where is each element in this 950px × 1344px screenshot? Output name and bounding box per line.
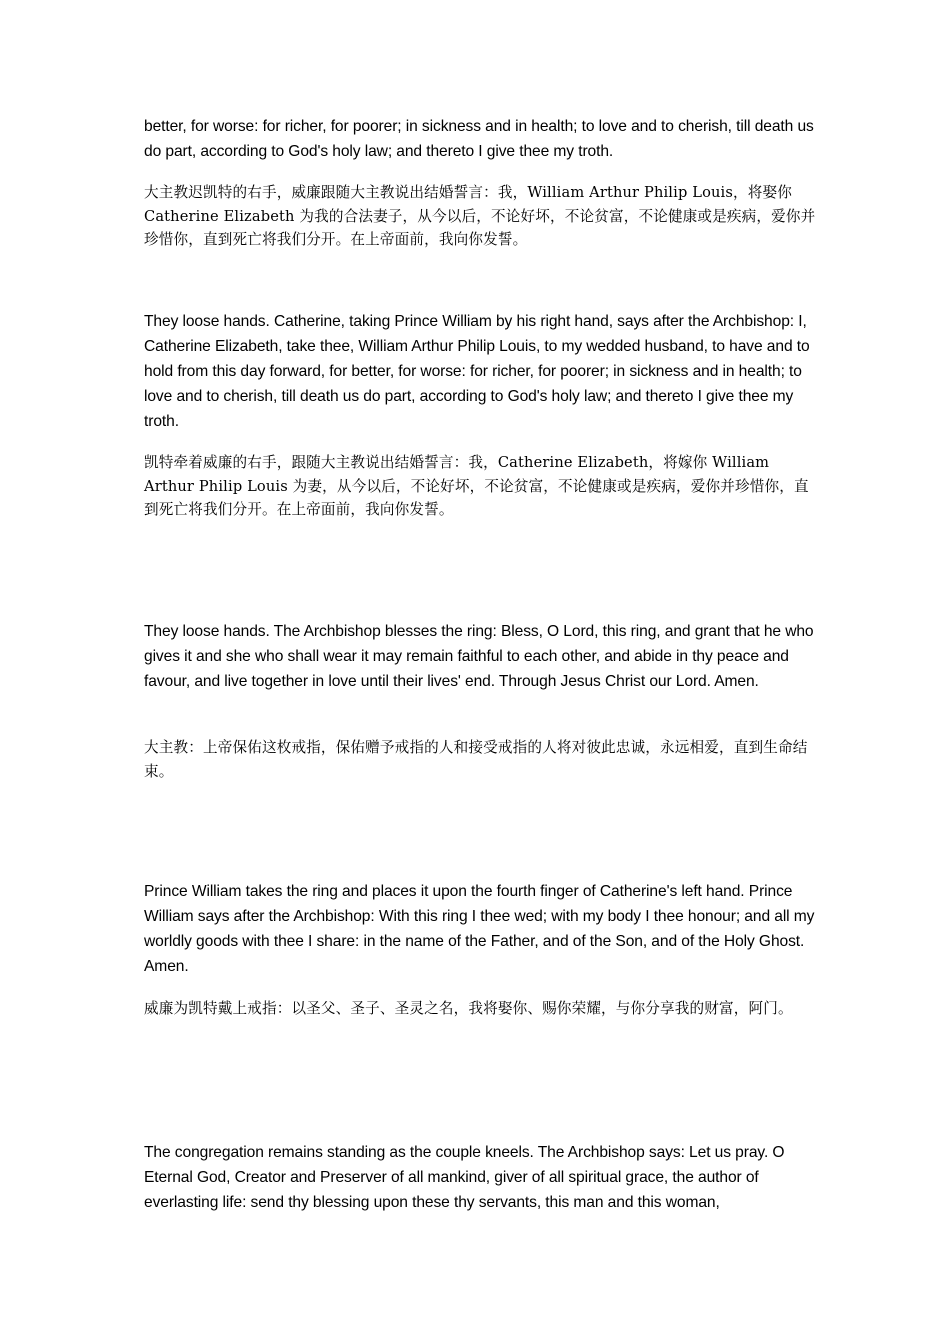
document-page (144, 0, 816, 1344)
paragraph-english-prayer: The congregation remains standing as the couple kneels. The Archbishop says: Let us pray. O Eternal God, Creator and Preserver of all mankind, giver of all spiritual grace, the author of everlasting life: send thy blessing upon these thy servants, this man and this woman, (144, 1144, 785, 1211)
paragraph-english-catherine-vow: They loose hands. Catherine, taking Prince William by his right hand, says after the Archbishop: I, Catherine Elizabeth, take thee, William Arthur Philip Louis, to my wedded husband, to have and to hold from this day forward, for better, for worse: for richer, for poorer; in sickness and in health; to love and to cherish, till death us do part, according to God's holy law; and thereto I give thee my troth. (144, 313, 810, 430)
paragraph-chinese-william-vow: 大主教迟凯特的右手，威廉跟随大主教说出结婚誓言：我，William Arthur Philip Louis，将娶你 Catherine Elizabeth 为我的合法妻子，从今以后，不论好坏，不论贫富，不论健康或是疾病，爱你并珍惜你，直到死亡将我们分开。在上帝面前，我向你发誓。 (144, 184, 816, 248)
paragraph-english-ring-blessing: They loose hands. The Archbishop blesses the ring: Bless, O Lord, this ring, and grant that he who gives it and she who shall wear it may remain faithful to each other, and abide in thy peace and favour, and live together in love until their lives' end. Through Jesus Christ our Lord. Amen. (144, 623, 814, 690)
paragraph-chinese-ring-blessing: 大主教：上帝保佑这枚戒指，保佑赠予戒指的人和接受戒指的人将对彼此忠诚，永远相爱，直到生命结束。 (144, 739, 808, 780)
paragraph-english-vow-continued: better, for worse: for richer, for poorer; in sickness and in health; to love and to cherish, till death us do part, according to God's holy law; and thereto I give thee my troth. (144, 118, 814, 160)
paragraph-chinese-catherine-vow: 凯特牵着威廉的右手，跟随大主教说出结婚誓言：我，Catherine Elizabeth，将嫁你 William Arthur Philip Louis 为妻，从今以后，不论好坏，不论贫富，不论健康或是疾病，爱你并珍惜你，直到死亡将我们分开。在上帝面前，我向你发誓。 (144, 454, 809, 518)
paragraph-chinese-ring-giving: 威廉为凯特戴上戒指：以圣父、圣子、圣灵之名，我将娶你、赐你荣耀，与你分享我的财富，阿门。 (144, 1000, 793, 1017)
paragraph-english-ring-giving: Prince William takes the ring and places it upon the fourth finger of Catherine's left hand. Prince William says after the Archbishop: With this ring I thee wed; with my body I thee honour; and all my worldly goods with thee I share: in the name of the Father, and of the Son, and of the Holy Ghost. Amen. (144, 883, 815, 975)
